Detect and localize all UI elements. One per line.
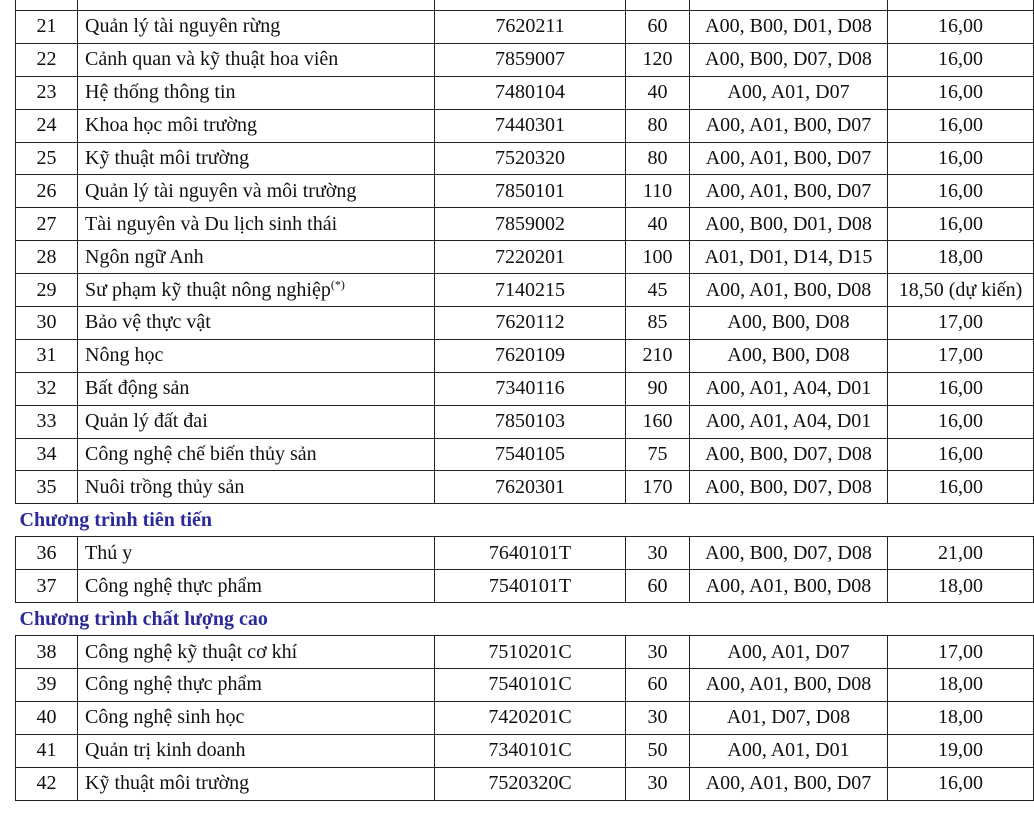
subject-groups: A00, B00, D01, D08 [690,208,888,241]
row-number: 32 [16,372,78,405]
row-number: 28 [16,241,78,274]
table-cell [626,0,690,11]
quota: 60 [626,11,690,44]
program-name [78,11,435,44]
subject-groups: A01, D01, D14, D15 [690,241,888,274]
table-row [16,767,1034,800]
program-code: 7859007 [435,43,626,76]
program-code: 7640101T [435,537,626,570]
row-number: 37 [16,570,78,603]
row-number: 27 [16,208,78,241]
cutoff-score: 16,00 [888,109,1034,142]
table-row [16,76,1034,109]
program-name [78,701,435,734]
cutoff-score: 16,00 [888,767,1034,800]
table-row [16,438,1034,471]
subject-groups: A00, A01, B00, D07 [690,767,888,800]
cutoff-score: 16,00 [888,11,1034,44]
row-number: 34 [16,438,78,471]
program-name [78,241,435,274]
program-name [78,339,435,372]
row-number: 25 [16,142,78,175]
program-code: 7850103 [435,405,626,438]
quota: 160 [626,405,690,438]
program-name-text: Quản lý đất đai [85,410,208,433]
program-name [78,307,435,340]
program-name-text: Kỹ thuật môi trường [85,147,250,169]
cutoff-score: 18,00 [888,669,1034,702]
program-name-text: Công nghệ sinh học [85,706,245,729]
table-row [16,307,1034,340]
subject-groups: A00, A01, B00, D07 [690,175,888,208]
program-name [78,734,435,767]
program-name [78,372,435,405]
table-row-cut-off [16,0,1034,11]
cutoff-score: 16,00 [888,142,1034,175]
table-row [16,471,1034,504]
program-name [78,109,435,142]
quota: 40 [626,76,690,109]
program-name-text: Bảo vệ thực vật [85,311,211,334]
program-code: 7140215 [435,274,626,307]
program-name [78,438,435,471]
table-cell [435,0,626,11]
row-number: 30 [16,307,78,340]
program-name-text: Nuôi trồng thủy sản [85,475,245,498]
cutoff-score: 21,00 [888,537,1034,570]
program-code: 7340101C [435,734,626,767]
cutoff-score: 16,00 [888,208,1034,241]
table-cell [690,0,888,11]
table-row [16,109,1034,142]
row-number: 35 [16,471,78,504]
row-number: 36 [16,537,78,570]
subject-groups: A01, D07, D08 [690,701,888,734]
program-code: 7859002 [435,208,626,241]
cutoff-score: 16,00 [888,471,1034,504]
quota: 50 [626,734,690,767]
quota: 100 [626,241,690,274]
program-code: 7440301 [435,109,626,142]
cutoff-score: 18,00 [888,570,1034,603]
admission-table [15,0,1034,801]
subject-groups: A00, A01, B00, D08 [690,570,888,603]
program-name-text: Thú y [85,541,133,564]
quota: 60 [626,669,690,702]
subject-groups: A00, B00, D07, D08 [690,471,888,504]
cutoff-score: 16,00 [888,43,1034,76]
quota: 75 [626,438,690,471]
section-header-row [16,603,1034,636]
program-name [78,76,435,109]
quota: 80 [626,109,690,142]
subject-groups: A00, A01, B00, D07 [690,109,888,142]
program-name-text: Công nghệ thực phẩm [85,574,262,597]
row-number: 22 [16,43,78,76]
program-name-text: Khoa học môi trường [85,114,257,137]
program-name-text: Nông học [85,344,164,367]
cutoff-score: 19,00 [888,734,1034,767]
program-name-text: Công nghệ chế biến thủy sản [85,443,317,466]
section-header-row [16,504,1034,537]
program-code: 7850101 [435,175,626,208]
cutoff-score: 18,00 [888,241,1034,274]
row-number: 26 [16,175,78,208]
program-name [78,208,435,241]
table-row [16,701,1034,734]
program-code: 7620301 [435,471,626,504]
cutoff-score: 16,00 [888,372,1034,405]
quota: 60 [626,570,690,603]
program-name-text: Công nghệ kỹ thuật cơ khí [85,640,298,663]
program-code: 7540101C [435,669,626,702]
row-number: 41 [16,734,78,767]
program-name-text: Quản trị kinh doanh [85,739,246,762]
program-name-text: Công nghệ thực phẩm [85,673,262,696]
admission-table-container [15,0,1023,801]
row-number: 24 [16,109,78,142]
program-name [78,405,435,438]
cutoff-score: 16,00 [888,175,1034,208]
table-row [16,372,1034,405]
subject-groups: A00, A01, D01 [690,734,888,767]
program-code: 7540105 [435,438,626,471]
subject-groups: A00, A01, A04, D01 [690,372,888,405]
quota: 80 [626,142,690,175]
program-code: 7620211 [435,11,626,44]
table-row [16,274,1034,307]
row-number: 40 [16,701,78,734]
table-row [16,241,1034,274]
program-name-text: Sư phạm kỹ thuật nông nghiệp [85,278,331,301]
table-row [16,669,1034,702]
section-title: Chương trình tiên tiến [16,504,1034,537]
quota: 45 [626,274,690,307]
table-cell [888,0,1034,11]
program-name-text: Cảnh quan và kỹ thuật hoa viên [85,48,339,71]
cutoff-score: 17,00 [888,339,1034,372]
program-name-text: Ngôn ngữ Anh [85,245,204,268]
subject-groups: A00, A01, D07 [690,636,888,669]
table-row [16,175,1034,208]
program-name-text: Quản lý tài nguyên và môi trường [85,179,357,202]
quota: 85 [626,307,690,340]
quota: 30 [626,537,690,570]
program-name-text: Kỹ thuật môi trường [85,772,250,795]
program-name [78,175,435,208]
program-name [78,669,435,702]
program-name [78,537,435,570]
quota: 170 [626,471,690,504]
cutoff-score: 16,00 [888,76,1034,109]
row-number: 39 [16,669,78,702]
row-number: 33 [16,405,78,438]
program-name-text: Bất động sản [85,377,190,400]
cutoff-score: 16,00 [888,438,1034,471]
quota: 30 [626,701,690,734]
subject-groups: A00, B00, D01, D08 [690,11,888,44]
program-name-text: Tài nguyên và Du lịch sinh thái [85,212,338,235]
table-row [16,537,1034,570]
program-code: 7620112 [435,307,626,340]
cutoff-score: 18,00 [888,701,1034,734]
program-code: 7510201C [435,636,626,669]
program-name [78,43,435,76]
subject-groups: A00, A01, B00, D08 [690,669,888,702]
program-code: 7340116 [435,372,626,405]
row-number: 29 [16,274,78,307]
subject-groups: A00, A01, D07 [690,76,888,109]
table-row [16,339,1034,372]
footnote-marker: (*) [330,276,345,291]
table-row [16,636,1034,669]
program-name-text: Hệ thống thông tin [85,81,236,104]
subject-groups: A00, B00, D07, D08 [690,43,888,76]
table-row [16,405,1034,438]
table-cell [16,0,78,11]
subject-groups: A00, A01, B00, D08 [690,274,888,307]
quota: 120 [626,43,690,76]
table-cell [78,0,435,11]
quota: 30 [626,767,690,800]
subject-groups: A00, B00, D07, D08 [690,537,888,570]
subject-groups: A00, B00, D08 [690,307,888,340]
program-code: 7620109 [435,339,626,372]
quota: 110 [626,175,690,208]
program-name [78,471,435,504]
row-number: 42 [16,767,78,800]
admission-table-body [16,0,1034,800]
program-code: 7520320 [435,142,626,175]
table-row [16,208,1034,241]
row-number: 21 [16,11,78,44]
subject-groups: A00, A01, A04, D01 [690,405,888,438]
quota: 210 [626,339,690,372]
cutoff-score: 18,50 (dự kiến) [888,274,1034,307]
table-row [16,570,1034,603]
program-code: 7540101T [435,570,626,603]
cutoff-score: 16,00 [888,405,1034,438]
program-code: 7480104 [435,76,626,109]
program-name [78,570,435,603]
program-code: 7520320C [435,767,626,800]
program-name [78,636,435,669]
row-number: 31 [16,339,78,372]
quota: 90 [626,372,690,405]
table-row [16,43,1034,76]
subject-groups: A00, B00, D07, D08 [690,438,888,471]
quota: 40 [626,208,690,241]
row-number: 38 [16,636,78,669]
table-row [16,142,1034,175]
cutoff-score: 17,00 [888,636,1034,669]
quota: 30 [626,636,690,669]
subject-groups: A00, A01, B00, D07 [690,142,888,175]
section-title: Chương trình chất lượng cao [16,603,1034,636]
program-code: 7220201 [435,241,626,274]
program-name [78,274,435,307]
program-name [78,767,435,800]
table-row [16,734,1034,767]
subject-groups: A00, B00, D08 [690,339,888,372]
row-number: 23 [16,76,78,109]
program-code: 7420201C [435,701,626,734]
table-row [16,11,1034,44]
program-name [78,142,435,175]
program-name-text: Quản lý tài nguyên rừng [85,15,281,38]
cutoff-score: 17,00 [888,307,1034,340]
